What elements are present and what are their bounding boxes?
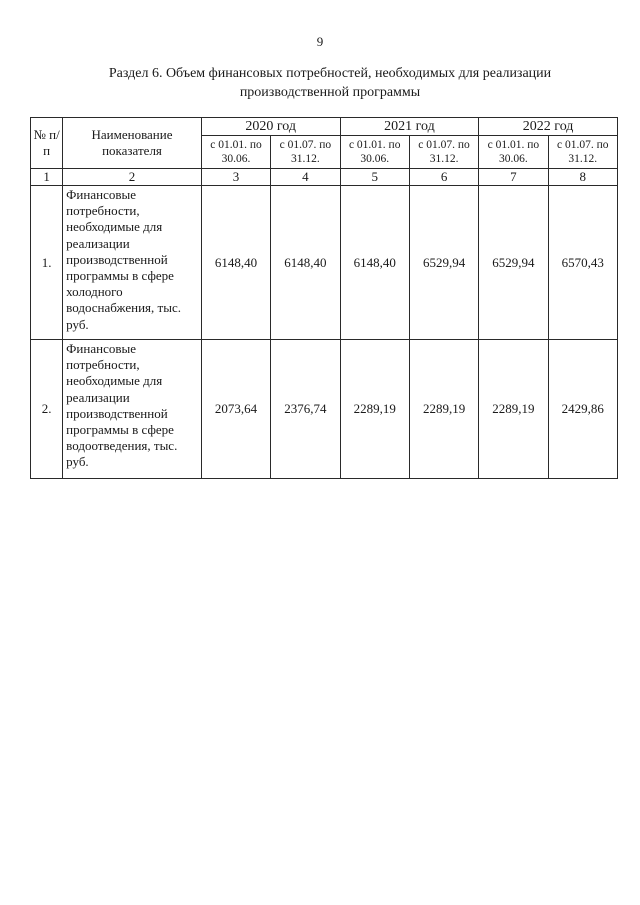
header-period: с 01.07. по 31.12. [409, 136, 478, 169]
row-value: 2073,64 [201, 340, 270, 479]
column-number: 7 [479, 169, 548, 186]
row-value: 2376,74 [271, 340, 340, 479]
row-value: 6529,94 [409, 186, 478, 340]
section-title-line-2: производственной программы [239, 85, 421, 100]
page-number: 9 [316, 34, 324, 49]
column-number: 1 [31, 169, 63, 186]
column-number: 2 [63, 169, 202, 186]
header-year-2022: 2022 год [479, 118, 618, 136]
header-year-2021: 2021 год [340, 118, 479, 136]
header-period: с 01.01. по 30.06. [201, 136, 270, 169]
row-value: 6148,40 [340, 186, 409, 340]
section-title-line-1: Раздел 6. Объем финансовых потребностей, необходимых для реализации [108, 66, 552, 81]
column-number: 3 [201, 169, 270, 186]
column-number: 4 [271, 169, 340, 186]
header-period: с 01.01. по 30.06. [479, 136, 548, 169]
header-no: № п/п [31, 118, 63, 169]
row-indicator-name: Финансовые потребности, необходимые для реализации производственной программы в сфере водоотведения, тыс. руб. [63, 340, 202, 479]
table-row [31, 186, 618, 340]
row-value: 2429,86 [548, 340, 617, 479]
header-period: с 01.01. по 30.06. [340, 136, 409, 169]
row-value: 6570,43 [548, 186, 617, 340]
row-value: 6529,94 [479, 186, 548, 340]
row-value: 6148,40 [271, 186, 340, 340]
header-name: Наименование показателя [63, 118, 202, 169]
header-year-2020: 2020 год [201, 118, 340, 136]
row-number: 1. [31, 186, 63, 340]
row-value: 6148,40 [201, 186, 270, 340]
row-value: 2289,19 [479, 340, 548, 479]
header-period: с 01.07. по 31.12. [271, 136, 340, 169]
row-value: 2289,19 [340, 340, 409, 479]
row-value: 2289,19 [409, 340, 478, 479]
table-row [31, 340, 618, 479]
header-period: с 01.07. по 31.12. [548, 136, 617, 169]
section-title [60, 64, 600, 102]
column-number: 5 [340, 169, 409, 186]
financial-needs-table [30, 117, 618, 479]
row-number: 2. [31, 340, 63, 479]
row-indicator-name: Финансовые потребности, необходимые для реализации производственной программы в сфере холодного водоснабжения, тыс. руб. [63, 186, 202, 340]
column-number: 8 [548, 169, 617, 186]
column-number: 6 [409, 169, 478, 186]
